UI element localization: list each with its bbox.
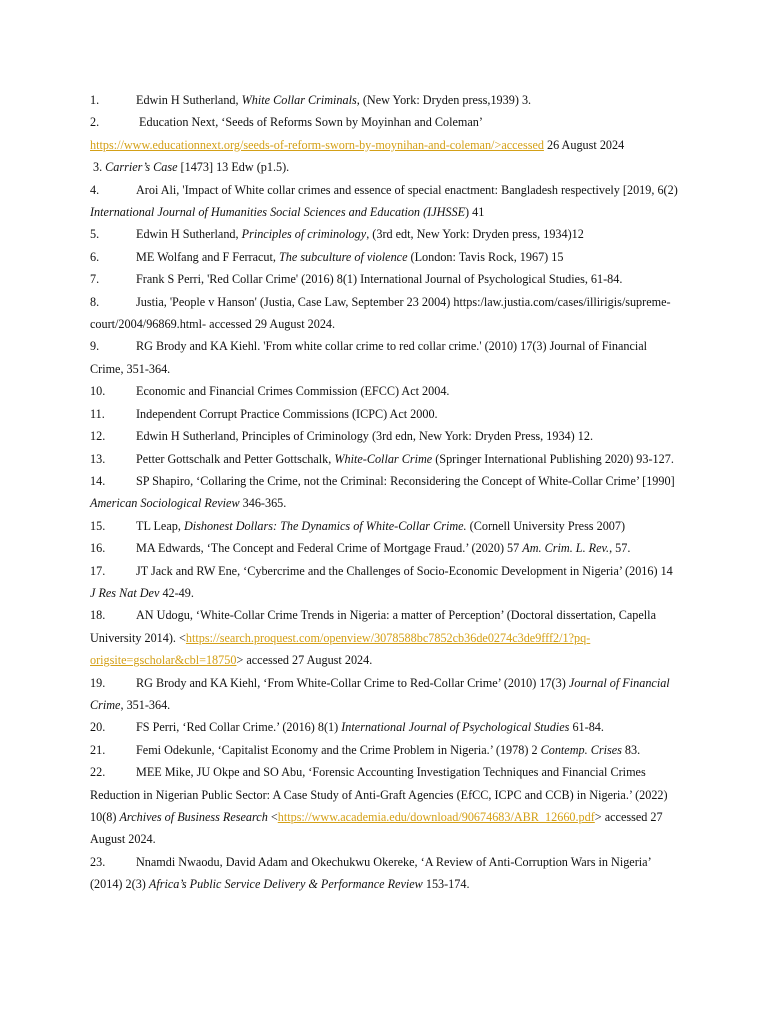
footnote-italic: Journal of Financial Crime [90, 675, 670, 712]
footnote-17 [90, 560, 680, 605]
footnote-4 [90, 179, 680, 224]
footnote-text: AN Udogu, ‘White-Collar Crime Trends in Nigeria: a matter of Perception’ (Doctoral dissertation, Capella University 2014). < [90, 608, 656, 645]
footnote-11 [90, 403, 680, 425]
footnote-number: 5. [90, 227, 100, 242]
footnote-number: 1. [90, 93, 100, 107]
footnote-text: Aroi Ali, 'Impact of White collar crimes and essence of special enactment: Bangladesh respectively [2019, 6(2) [136, 182, 678, 197]
footnote-italic: White-Collar Crime [334, 451, 433, 466]
footnotes-list [90, 89, 680, 896]
footnote-number: 18. [90, 608, 106, 623]
footnote-10 [90, 380, 680, 402]
footnote-text: Petter Gottschalk and Petter Gottschalk, [136, 451, 335, 466]
footnote-text: Femi Odekunle, ‘Capitalist Economy and the Crime Problem in Nigeria.’ (1978) 2 [136, 742, 541, 757]
footnote-9 [90, 335, 680, 380]
footnote-text: Economic and Financial Crimes Commission (EFCC) Act 2004. [136, 384, 450, 399]
footnote-18 [90, 604, 680, 671]
footnote-number: 2. [90, 115, 100, 130]
footnote-text: RG Brody and KA Kiehl. 'From white collar crime to red collar crime.' (2010) 17(3) Journal of Financial Crime, 351-364. [90, 339, 648, 376]
footnote-number: 13. [90, 451, 106, 466]
footnote-text: < [267, 810, 278, 824]
footnote-text: SP Shapiro, ‘Collaring the Crime, not the Criminal: Reconsidering the Concept of White-Collar Crime’ [1990] [136, 473, 675, 488]
footnote-text: 153-174. [422, 877, 470, 892]
footnote-number: 12. [90, 429, 106, 444]
footnote-italic: Carrier’s Case [105, 160, 178, 175]
footnote-text: > accessed 27 August 2024. [90, 810, 663, 847]
footnote-number: 4. [90, 182, 100, 197]
footnote-text: Edwin H Sutherland, [136, 227, 242, 242]
footnote-text: (New York: Dryden press,1939) 3. [359, 93, 532, 107]
footnote-italic: American Sociological Review [90, 496, 240, 511]
footnote-23 [90, 851, 680, 896]
footnote-text: ) 41 [465, 205, 485, 220]
footnote-text: Education Next, ‘Seeds of Reforms Sown by Moyinhan and Coleman’ [136, 115, 483, 130]
footnote-number: 17. [90, 563, 106, 578]
footnote-italic: International Journal of Humanities Social Sciences and Education (IJHSSE [90, 205, 466, 220]
footnote-number: 16. [90, 541, 106, 556]
footnote-italic: Principles of criminology [241, 227, 367, 242]
footnote-number: 10. [90, 384, 106, 399]
footnote-link[interactable]: https://www.educationnext.org/seeds-of-reform-sworn-by-moynihan-and-coleman/>accessed [90, 137, 544, 152]
footnote-number: 6. [90, 249, 100, 264]
footnote-19 [90, 672, 680, 717]
footnote-text: 26 August 2024 [543, 137, 625, 152]
footnote-text: 61-84. [569, 720, 604, 735]
footnote-5 [90, 223, 680, 245]
footnote-number: 8. [90, 294, 100, 309]
footnote-6 [90, 246, 680, 268]
footnote-number: 14. [90, 473, 106, 488]
footnote-number: 15. [90, 518, 106, 533]
footnote-text: FS Perri, ‘Red Collar Crime.’ (2016) 8(1) [136, 720, 342, 735]
footnote-text: MA Edwards, ‘The Concept and Federal Crime of Mortgage Fraud.’ (2020) 57 [136, 541, 523, 556]
footnote-text: [1473] 13 Edw (p1.5). [177, 160, 290, 175]
footnote-16 [90, 537, 680, 559]
footnote-1 [90, 89, 680, 111]
footnote-text: TL Leap, [136, 518, 184, 533]
footnote-14 [90, 470, 680, 515]
footnote-text: (Cornell University Press 2007) [466, 518, 626, 533]
footnote-number: 23. [90, 854, 106, 869]
footnote-italic: Am. Crim. L. Rev. [522, 541, 610, 556]
footnote-text: Nnamdi Nwaodu, David Adam and Okechukwu Okereke, ‘A Review of Anti-Corruption Wars in Nigeria’ (2014) 2(3) [90, 854, 651, 892]
footnote-2 [90, 111, 680, 156]
footnote-text: 83. [621, 742, 641, 757]
footnote-text: ME Wolfang and F Ferracut, [136, 249, 279, 264]
footnote-number: 11. [90, 406, 105, 421]
footnote-3 [90, 156, 680, 178]
footnote-text: , 57. [609, 541, 631, 556]
footnote-link[interactable]: https://search.proquest.com/openview/3078588bc7852cb36de0274c3de9fff2/1?pq-origsite=gscholar&cbl=18750 [90, 630, 591, 668]
footnote-text: RG Brody and KA Kiehl, ‘From White-Collar Crime to Red-Collar Crime’ (2010) 17(3) [136, 675, 569, 690]
footnote-text: JT Jack and RW Ene, ‘Cybercrime and the Challenges of Socio-Economic Development in Nigeria’ (2016) 14 [136, 563, 673, 578]
footnote-italic: Archives of Business Research [119, 810, 268, 824]
footnote-13 [90, 448, 680, 470]
footnote-7 [90, 268, 680, 290]
footnote-italic: Contemp. Crises [540, 742, 622, 757]
footnote-15 [90, 515, 680, 537]
footnote-italic: The subculture of violence [278, 249, 408, 264]
footnote-text: Edwin H Sutherland, Principles of Criminology (3rd edn, New York: Dryden Press, 1934) 12. [136, 429, 593, 444]
footnote-text: Independent Corrupt Practice Commissions (ICPC) Act 2000. [136, 406, 438, 421]
footnote-italic: Africa’s Public Service Delivery & Performance Review [148, 877, 423, 892]
footnote-italic: International Journal of Psychological Studies [341, 720, 570, 735]
footnote-text: Frank S Perri, 'Red Collar Crime' (2016) 8(1) International Journal of Psychological Studies, 61-84. [136, 272, 623, 287]
footnote-link[interactable]: https://www.academia.edu/download/90674683/ABR_12660.pdf [277, 810, 595, 824]
footnote-number: 3. [93, 160, 103, 175]
footnote-number: 20. [90, 720, 106, 735]
footnote-text: (London: Tavis Rock, 1967) 15 [407, 249, 564, 264]
footnote-italic: White Collar Criminals, [241, 93, 360, 107]
footnote-number: 19. [90, 675, 106, 690]
footnote-text: Justia, 'People v Hanson' (Justia, Case Law, September 23 2004) https:/law.justia.com/cases/illirigis/supreme-court/2004/96869.html- accessed 29 August 2024. [90, 294, 671, 332]
footnote-21 [90, 739, 680, 761]
footnote-number: 21. [90, 742, 106, 757]
footnote-text: > accessed 27 August 2024. [236, 653, 373, 668]
footnote-number: 7. [90, 272, 100, 287]
footnote-number: 9. [90, 339, 100, 354]
footnote-12 [90, 425, 680, 447]
footnote-text: 346-365. [239, 496, 287, 511]
footnote-text: , 351-364. [120, 697, 171, 712]
footnote-text: Edwin H Sutherland, [136, 93, 242, 107]
footnote-italic: Dishonest Dollars: The Dynamics of White-Collar Crime. [183, 518, 467, 533]
footnote-text: , (3rd edt, New York: Dryden press, 1934)12 [366, 227, 584, 242]
footnote-italic: J Res Nat Dev [90, 585, 160, 600]
footnote-text: MEE Mike, JU Okpe and SO Abu, ‘Forensic Accounting Investigation Techniques and Financial Crimes Reduction in Nigerian Public Sector: A Case Study of Anti-Graft Agencies (EfCC, ICPC and CCB) in Nigeria.’ (2022) 10(8) [90, 765, 668, 824]
footnote-text: (Springer International Publishing 2020) 93-127. [432, 451, 674, 466]
footnote-text: 42-49. [159, 585, 194, 600]
footnote-22 [90, 761, 680, 851]
footnote-8 [90, 291, 680, 336]
footnote-number: 22. [90, 765, 106, 780]
footnote-20 [90, 716, 680, 738]
